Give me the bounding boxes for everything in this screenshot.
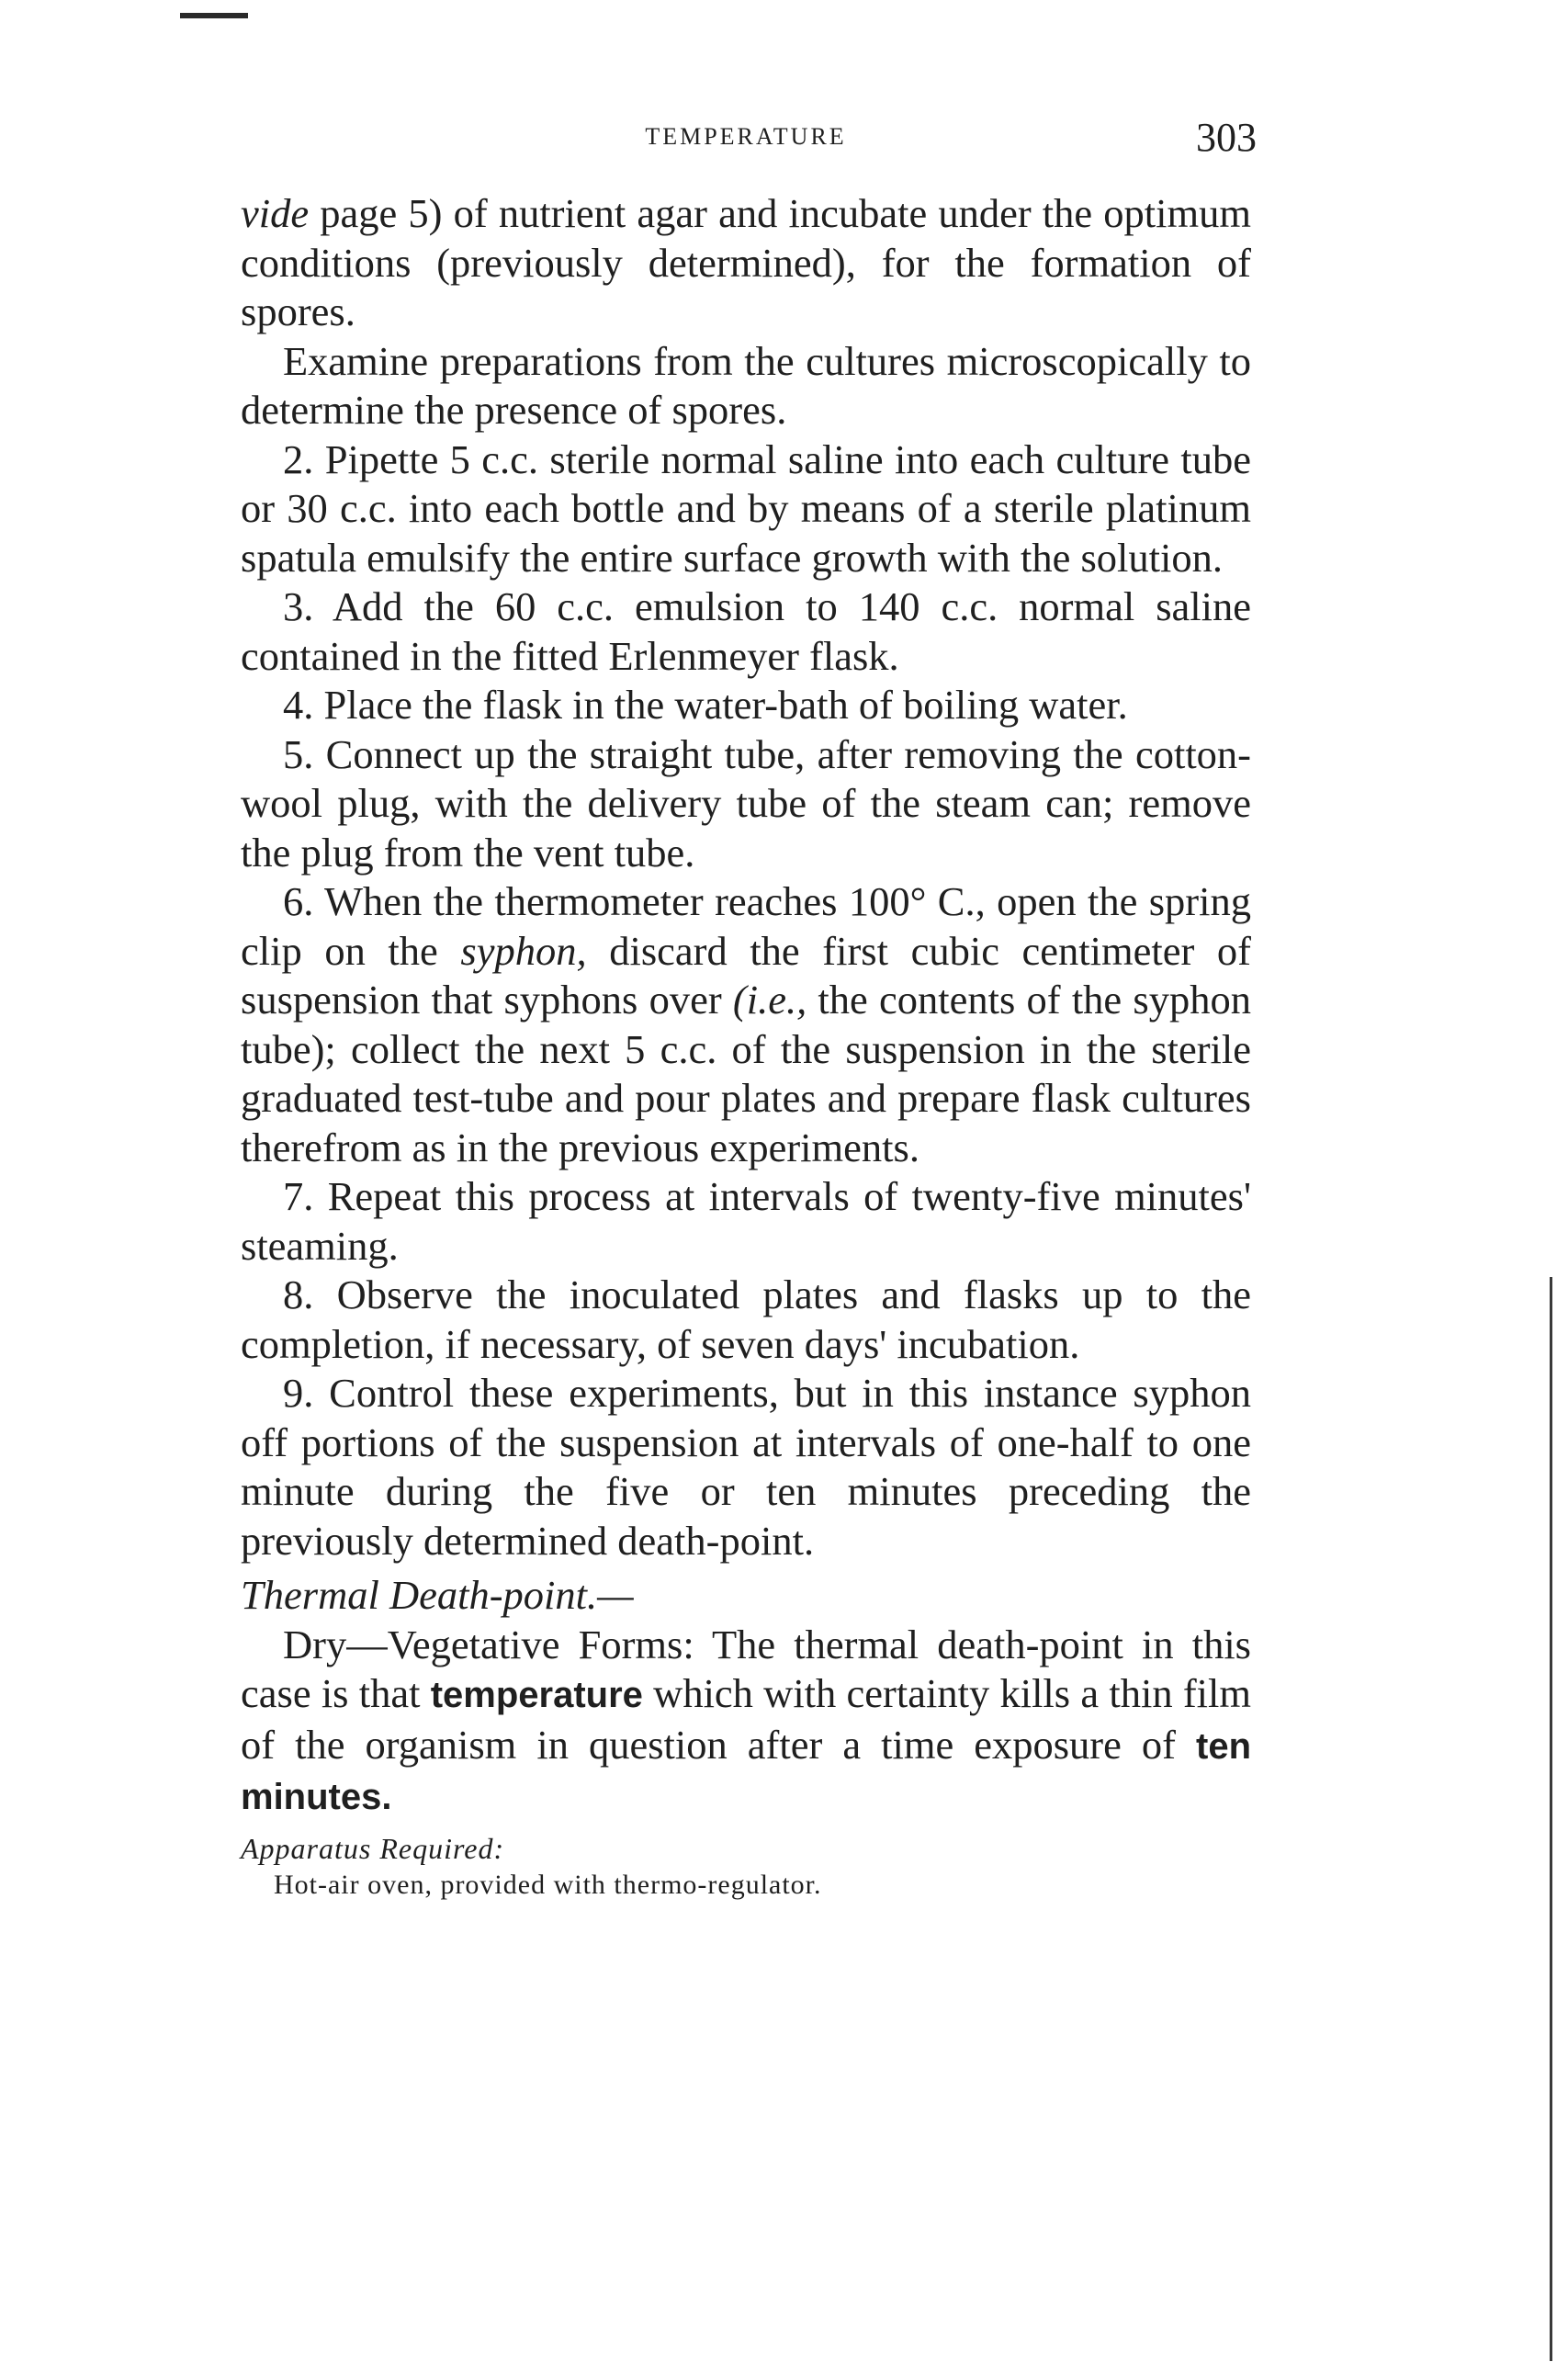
- step-6-text-b: discard the first cubic centimeter of suspension that syphons over: [241, 927, 1251, 1023]
- step-6: [241, 877, 1251, 1172]
- apparatus-label: Apparatus Required:: [241, 1831, 505, 1865]
- step-9-text-b: during the five or ten minutes preceding the previously determined death-point.: [241, 1468, 1251, 1564]
- step-9: [241, 1369, 1251, 1565]
- step-6-text-a: 6. When the thermometer reaches 100° C., open the spring clip on the: [241, 878, 1251, 974]
- page-number: 303: [1196, 115, 1257, 160]
- dry-temperature: temperature: [430, 1675, 643, 1715]
- body-text: [241, 189, 1251, 1904]
- step-8: 8. Observe the inoculated plates and flasks up to the completion, if necessary, of seven days' incubation.: [241, 1271, 1251, 1367]
- step-4: 4. Place the flask in the water-bath of boiling water.: [283, 682, 1128, 728]
- paragraph-0-text: page 5) of nutrient agar and incubate under the optimum conditions (previously determined), for the formation of spores.: [241, 190, 1251, 334]
- right-margin-rule: [1550, 1277, 1552, 2361]
- step-7: 7. Repeat this process at intervals of twenty-five minutes' steaming.: [241, 1173, 1251, 1269]
- dry-text-b: which with certainty kills a thin film of the organism in question after a time exposure of: [241, 1670, 1252, 1768]
- paragraph-examine: Examine preparations from the cultures microscopically to determine the presence of spores.: [241, 337, 1251, 433]
- step-9-one-minute: one minute: [241, 1418, 1251, 1514]
- dry-vegetative-paragraph: [241, 1621, 1251, 1823]
- apparatus-item: Hot-air oven, provided with thermo-regulator.: [274, 1869, 822, 1900]
- dry-ten-minutes: ten minutes.: [241, 1725, 1251, 1817]
- running-head: TEMPERATURE: [645, 123, 847, 150]
- paragraph-0-italic: vide: [241, 190, 310, 236]
- step-3: 3. Add the 60 c.c. emulsion to 140 c.c. normal saline contained in the fitted Erlenmeyer flask.: [241, 583, 1251, 679]
- step-9-text-a: 9. Control these experiments, but in this instance syphon off portions of the suspension at intervals of one-half to: [241, 1370, 1251, 1465]
- section-heading: Thermal Death-point.—: [241, 1572, 634, 1618]
- step-6-syphon: syphon,: [460, 927, 587, 974]
- step-6-ie: (i.e.,: [732, 977, 807, 1023]
- step-6-text-c: the contents of the syphon tube); collect the next 5 c.c. of the suspension in the sterile graduated test-tube and pour plates and prepare flask cultures therefrom as in the previous experiments.: [241, 977, 1251, 1170]
- dry-text-a: Dry—Vegetative Forms: The thermal death-point in this case is that: [241, 1621, 1251, 1716]
- step-2: 2. Pipette 5 c.c. sterile normal saline into each culture tube or 30 c.c. into each bottle and by means of a sterile platinum spatula emulsify the entire surface growth with the solution.: [241, 435, 1251, 581]
- page-header: [241, 115, 1257, 175]
- step-5: 5. Connect up the straight tube, after removing the cotton-wool plug, with the delivery tube of the steam can; remove the plug from the vent tube.: [241, 730, 1251, 876]
- top-edge-mark: [180, 13, 248, 18]
- paragraph-0: [241, 189, 1251, 337]
